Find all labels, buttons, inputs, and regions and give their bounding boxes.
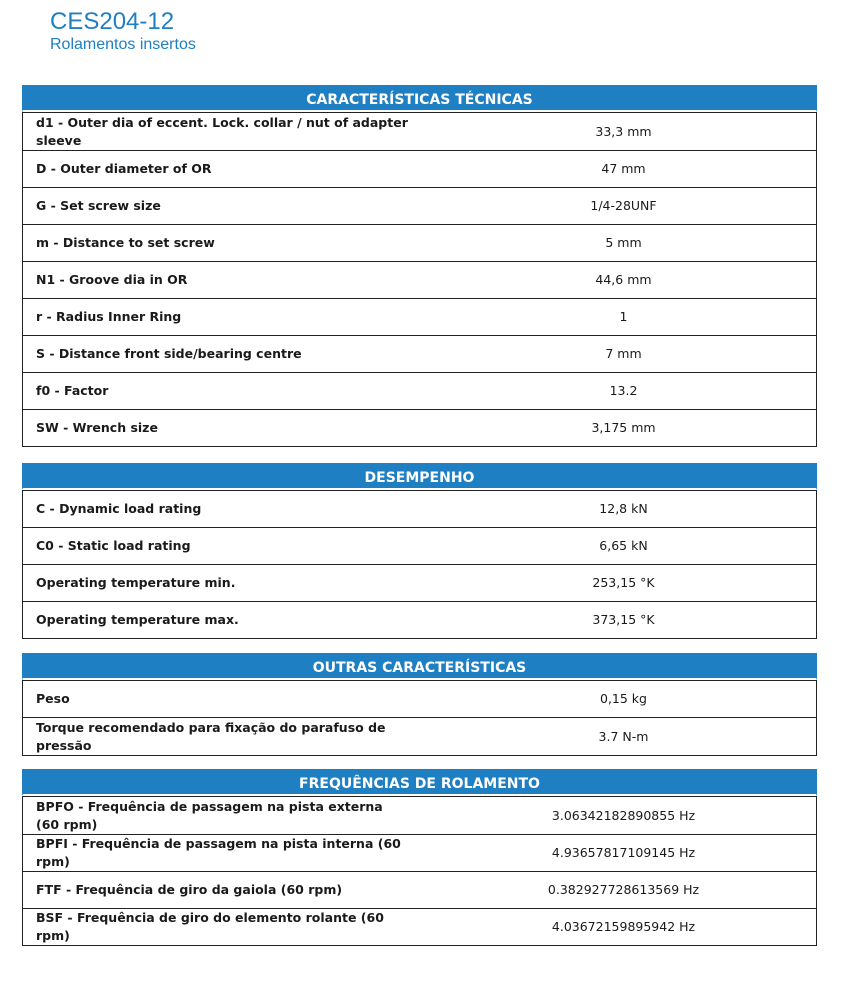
table-row	[23, 410, 817, 447]
row-value: 12,8 kN	[418, 491, 817, 528]
row-value: 7 mm	[418, 336, 817, 373]
table-row	[23, 225, 817, 262]
spec-table	[22, 490, 817, 639]
section-frequencies	[22, 769, 817, 946]
row-value: 3,175 mm	[418, 410, 817, 447]
row-value: 373,15 °K	[418, 602, 817, 639]
row-label: BPFO - Frequência de passagem na pista externa (60 rpm)	[23, 797, 419, 835]
row-label: d1 - Outer dia of eccent. Lock. collar / nut of adapter sleeve	[23, 113, 419, 151]
row-value: 4.03672159895942 Hz	[418, 909, 817, 946]
row-value: 3.7 N-m	[418, 718, 817, 756]
row-label: r - Radius Inner Ring	[23, 299, 419, 336]
row-value: 4.93657817109145 Hz	[418, 835, 817, 872]
table-row	[23, 528, 817, 565]
section-title: OUTRAS CARACTERÍSTICAS	[22, 653, 817, 680]
spec-table	[22, 796, 817, 946]
table-row	[23, 797, 817, 835]
section-other	[22, 653, 817, 756]
row-value: 253,15 °K	[418, 565, 817, 602]
row-label: Peso	[23, 681, 419, 718]
row-label: m - Distance to set screw	[23, 225, 419, 262]
row-value: 5 mm	[418, 225, 817, 262]
row-value: 1/4-28UNF	[418, 188, 817, 225]
section-title: DESEMPENHO	[22, 463, 817, 490]
row-label: f0 - Factor	[23, 373, 419, 410]
row-label: Operating temperature max.	[23, 602, 419, 639]
section-technical	[22, 85, 817, 447]
spec-table	[22, 680, 817, 756]
section-title: FREQUÊNCIAS DE ROLAMENTO	[22, 769, 817, 796]
row-value: 6,65 kN	[418, 528, 817, 565]
row-value: 3.06342182890855 Hz	[418, 797, 817, 835]
table-row	[23, 909, 817, 946]
row-label: S - Distance front side/bearing centre	[23, 336, 419, 373]
row-value: 33,3 mm	[418, 113, 817, 151]
row-label: C0 - Static load rating	[23, 528, 419, 565]
table-row	[23, 299, 817, 336]
row-value: 44,6 mm	[418, 262, 817, 299]
section-performance	[22, 463, 817, 639]
row-label: Torque recomendado para fixação do parafuso de pressão	[23, 718, 419, 756]
page-subtitle: Rolamentos insertos	[50, 36, 196, 53]
table-row	[23, 718, 817, 756]
row-value: 0.382927728613569 Hz	[418, 872, 817, 909]
row-label: SW - Wrench size	[23, 410, 419, 447]
table-row	[23, 491, 817, 528]
table-row	[23, 336, 817, 373]
table-row	[23, 188, 817, 225]
table-row	[23, 151, 817, 188]
row-label: N1 - Groove dia in OR	[23, 262, 419, 299]
section-title: CARACTERÍSTICAS TÉCNICAS	[22, 85, 817, 112]
table-row	[23, 872, 817, 909]
table-row	[23, 565, 817, 602]
row-label: D - Outer diameter of OR	[23, 151, 419, 188]
table-row	[23, 262, 817, 299]
page-title: CES204-12	[50, 8, 175, 35]
row-value: 13.2	[418, 373, 817, 410]
row-label: FTF - Frequência de giro da gaiola (60 rpm)	[23, 872, 419, 909]
table-row	[23, 602, 817, 639]
row-label: C - Dynamic load rating	[23, 491, 419, 528]
row-label: BPFI - Frequência de passagem na pista interna (60 rpm)	[23, 835, 419, 872]
row-value: 1	[418, 299, 817, 336]
table-row	[23, 681, 817, 718]
row-label: Operating temperature min.	[23, 565, 419, 602]
row-value: 47 mm	[418, 151, 817, 188]
row-label: G - Set screw size	[23, 188, 419, 225]
table-row	[23, 835, 817, 872]
spec-table	[22, 112, 817, 447]
row-value: 0,15 kg	[418, 681, 817, 718]
table-row	[23, 373, 817, 410]
row-label: BSF - Frequência de giro do elemento rolante (60 rpm)	[23, 909, 419, 946]
page-header	[50, 8, 196, 54]
table-row	[23, 113, 817, 151]
